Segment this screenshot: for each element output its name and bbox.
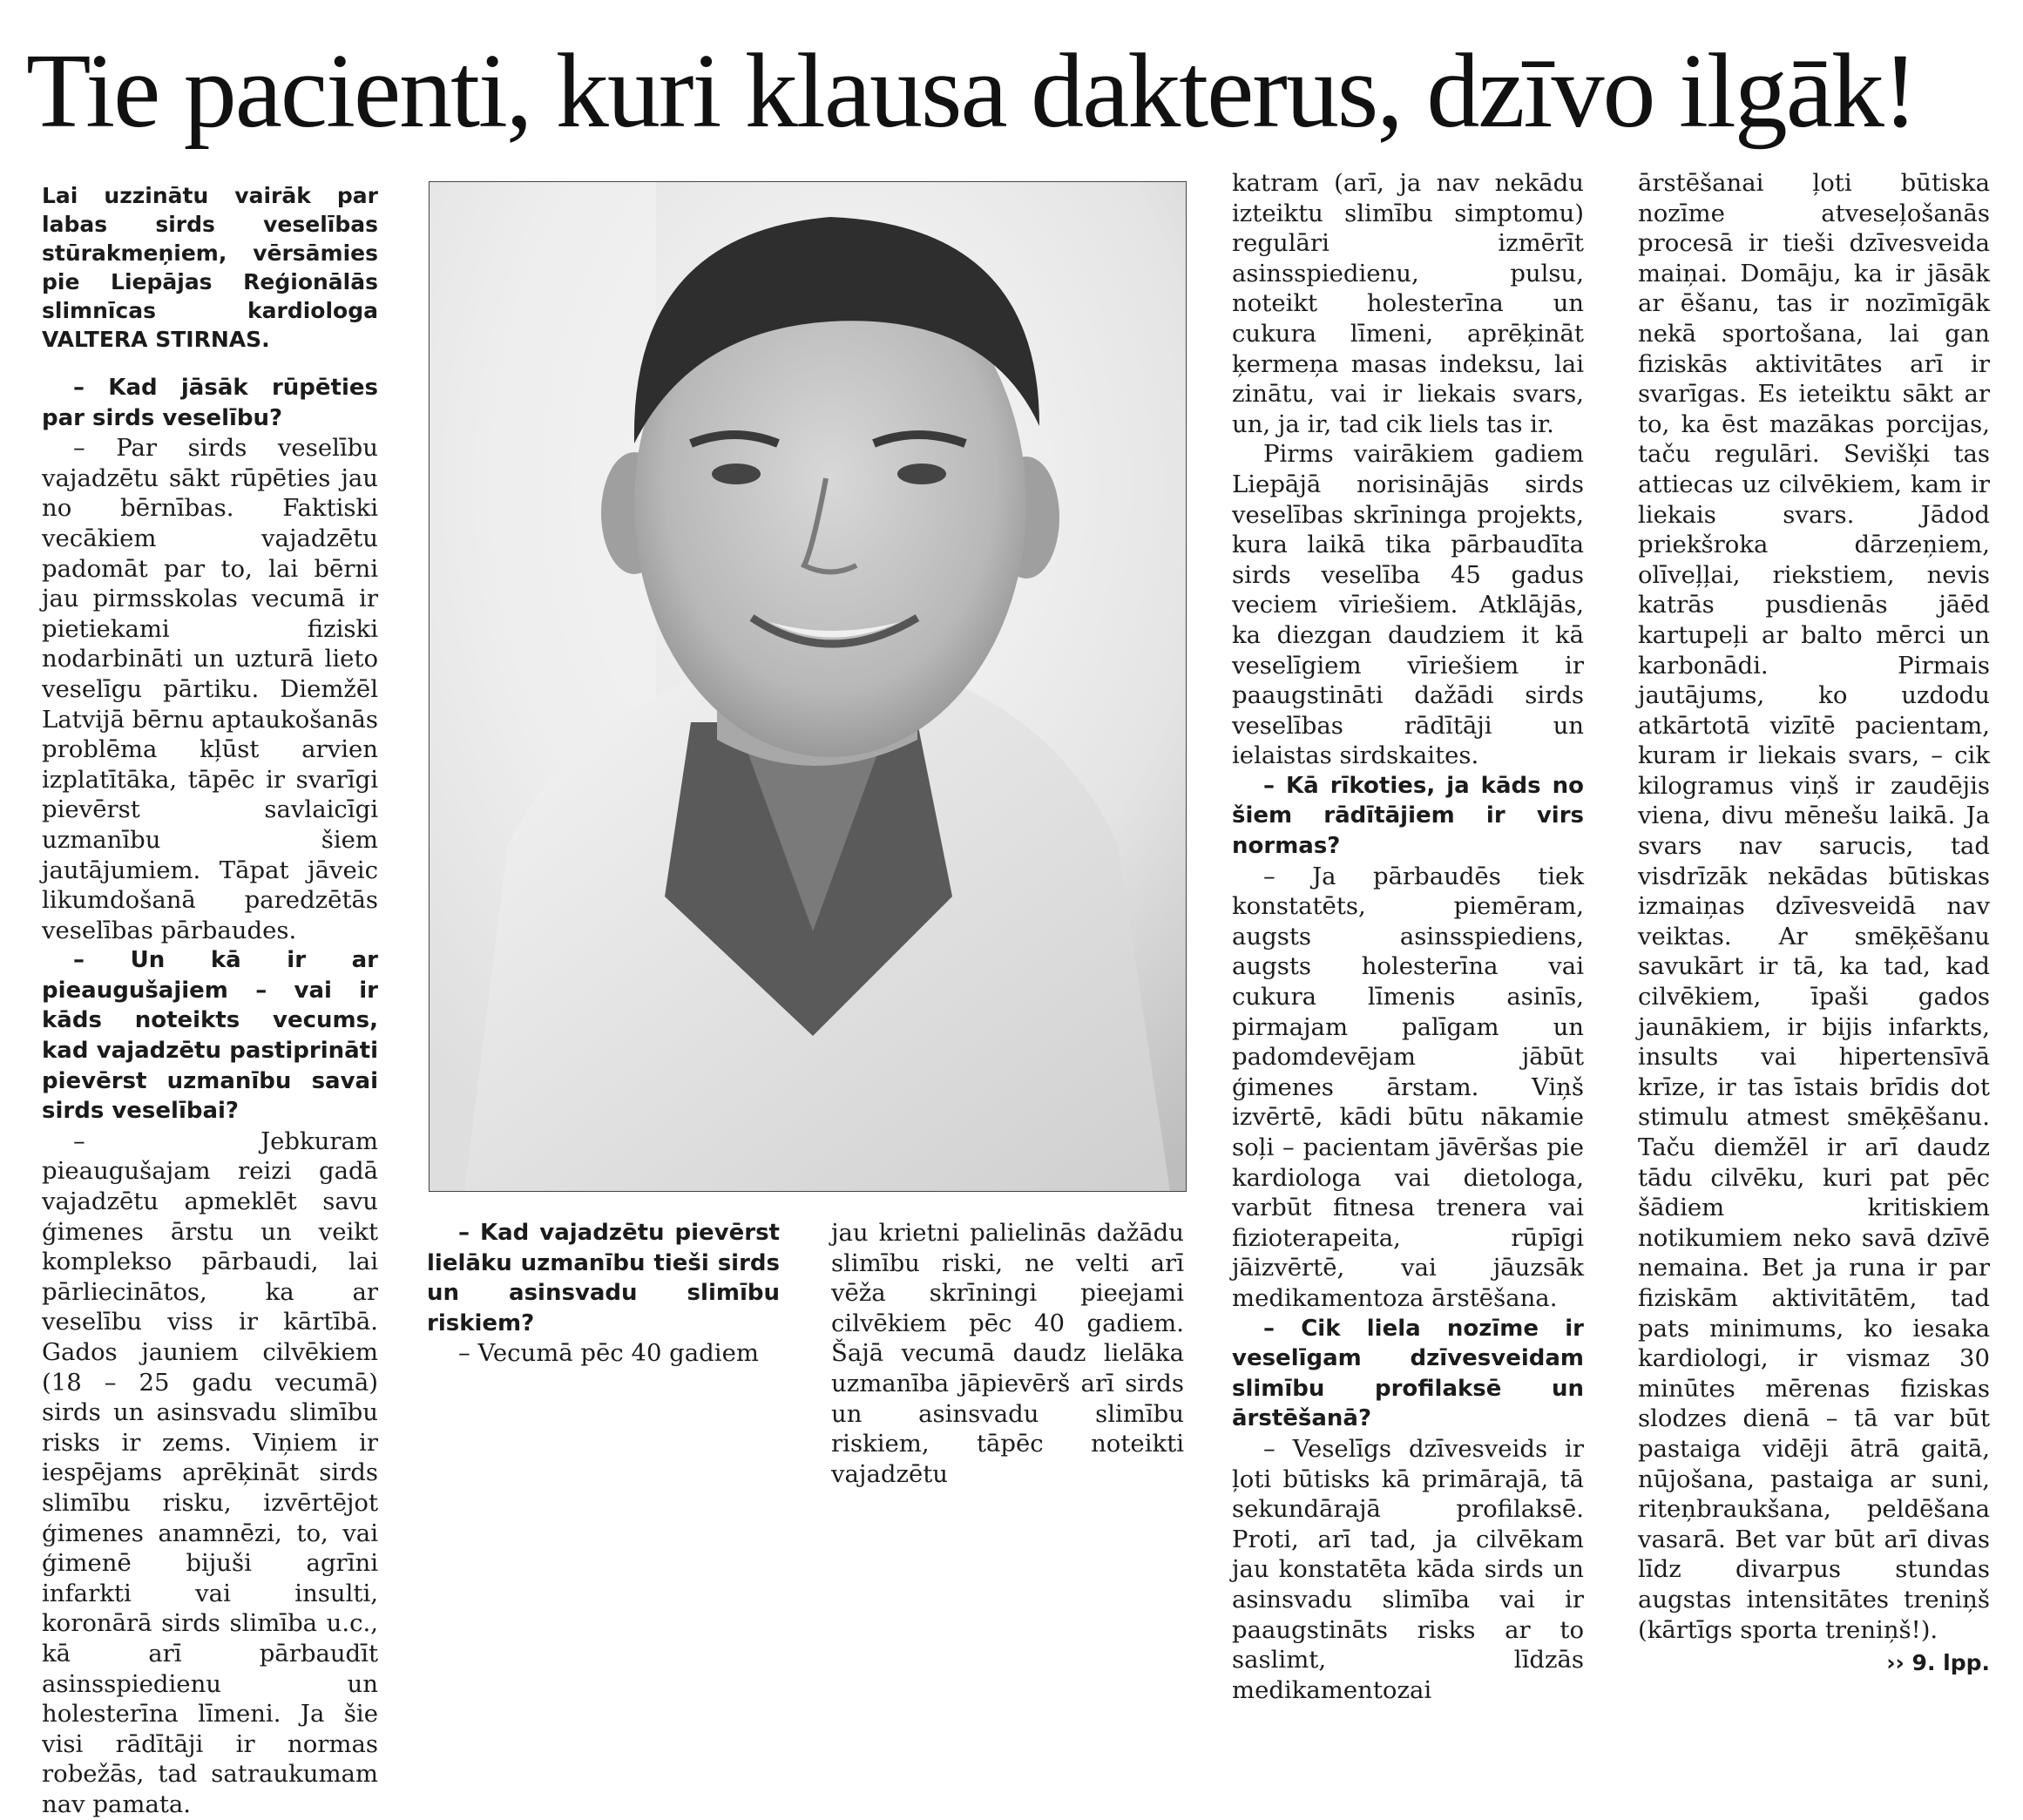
column-3 [831,1218,1184,1489]
answer-3-part-2: jau krietni palielinās dažādu slimību riski, ne velti arī vēža skrīningi pieejami cilvēkiem pēc 40 gadiem. Šajā vecumā daudz lielāka uzmanība jāpievērš arī sirds un asinsvadu slimību riskiem, tāpēc noteikti vajadzētu [831,1219,1184,1488]
answer-3-part-1: – Vecumā pēc 40 gadiem [458,1339,759,1368]
column-2 [427,1218,780,1369]
question-1: – Kad jāsāk rūpēties par sirds veselību? [42,375,378,431]
portrait-illustration [430,182,1186,1191]
doctor-portrait-photo [429,181,1187,1192]
answer-3-paragraph-2: Pirms vairākiem gadiem Liepājā norisinājās sirds veselības skrīninga projekts, kura laikā tika pārbaudīta sirds veselība 45 gadus veciem vīriešiem. Atklājās, ka diezgan daudziem it kā veselīgiem vīriešiem ir paaugstināti dažādi sirds veselības rādītāji un ielaistas sirdskaites. [1232,440,1584,770]
question-5: – Cik liela nozīme ir veselīgam dzīvesveidam slimību profilaksē un ārstēšanā? [1232,1315,1584,1432]
question-3: – Kad vajadzētu pievērst lielāku uzmanību tieši sirds un asinsvadu slimību riskiem? [427,1220,780,1336]
column-5 [1638,168,1990,1679]
column-4 [1232,168,1584,1705]
answer-4: – Ja pārbaudēs tiek konstatēts, piemēram, augsts asinsspiediens, augsts holesterīna vai cukura līmenis asinīs, pirmajam palīgam un padomdevējam jābūt ģimenes ārstam. Viņš izvērtē, kādi būtu nākamie soļi – pacientam jāvēršas pie kardiologa vai dietologa, varbūt fitnesa trenera vai fizioterapeita, rūpīgi jāizvērtē, vai jāuzsāk medikamentoza ārstēšana. [1232,862,1584,1312]
answer-5-part-2: ārstēšanai ļoti būtiska nozīme atveseļošanās procesā ir tieši dzīvesveida maiņai. Domāju, ka ir jāsāk ar ēšanu, tas ir nozīmīgāk nekā sportošana, lai gan fiziskās aktivitātes arī ir svarīgas. Es ieteiktu sākt ar to, ka ēst mazākas porcijas, taču regulāri. Sevišķi tas attiecas uz cilvēkiem, kam ir liekais svars. Jādod priekšroka dārzeņiem, olīveļļai, riekstiem, nevis katrās pusdienās jāēd kartupeļi ar balto mērci un karbonādi. Pirmais jautājums, ko uzdodu atkārtotā vizītē pacientam, kuram ir liekais svars, – cik kilogramus viņš ir zaudējis viena, divu mēnešu laikā. Ja svars nav sarucis, tad visdrīzāk nekādas būtiskas izmaiņas dzīvesveidā nav veiktas. Ar smēķēšanu savukārt ir tā, ka tad, kad cilvēkiem, īpaši gados jaunākiem, ir bijis infarkts, insults vai hipertensīvā krīze, ir tas īstais brīdis dot stimulu atmest smēķēšanu. Taču diemžēl ir arī daudz tādu cilvēku, kuri pat pēc šādiem kritiskiem notikumiem neko savā dzīvē nemaina. Bet ja runa ir par fiziskām aktivitātēm, tad pats minimums, ko iesaka kardiologi, ir vismaz 30 minūtes mērenas fiziskas slodzes dienā – tā var būt pastaiga vidēji ātrā gaitā, nūjošana, pastaiga ar suni, riteņbraukšana, peldēšana vasarā. Bet var būt arī divas līdz divarpus stundas augstas intensitātes treniņš (kārtīgs sporta treniņš!). [1638,169,1990,1644]
headline: Tie pacienti, kuri klausa dakterus, dzīvo ilgāk! [26,32,1917,150]
column-1 [42,181,378,1820]
answer-3-part-3: katram (arī, ja nav nekādu izteiktu slimību simptomu) regulāri izmērīt asinsspiedienu, pulsu, noteikt holesterīna un cukura līmeni, aprēķināt ķermeņa masas indeksu, lai zinātu, vai ir liekais svars, un, ja ir, tad cik liels tas ir. [1232,169,1584,438]
continued-reference: ›› 9. lpp. [1886,1650,1990,1676]
answer-5-part-1: – Veselīgs dzīvesveids ir ļoti būtisks kā primārajā, tā sekundārajā profilaksē. Proti, arī tad, ja cilvēkam jau konstatēta kāda sirds un asinsvadu slimība vai ir paaugstināts risks ar to saslimt, līdzās medikamentozai [1232,1434,1584,1704]
question-4: – Kā rīkoties, ja kāds no šiem rādītājiem ir virs normas? [1232,772,1584,860]
lead-paragraph: Lai uzzinātu vairāk par labas sirds veselības stūrakmeņiem, vērsāmies pie Liepājas Reģionālās slimnīcas kardiologa VALTERA STIRNAS. [42,183,378,352]
answer-1: – Par sirds veselību vajadzētu sākt rūpēties jau no bērnības. Faktiski vecākiem vajadzētu padomāt par to, lai bērni jau pirmsskolas vecumā ir pietiekami fiziski nodarbināti un uzturā lieto veselīgu pārtiku. Diemžēl Latvijā bērnu aptaukošanās problēma kļūst arvien izplatītāka, tāpēc ir svarīgi pievērst savlaicīgi uzmanību šiem jautājumiem. Tāpat jāveic likumdošanā paredzētās veselības pārbaudes. [42,434,378,944]
question-2: – Un kā ir ar pieaugušajiem – vai ir kāds noteikts vecums, kad vajadzētu pastiprināti pievērst uzmanību savai sirds veselībai? [42,947,378,1125]
answer-2-part-1: – Jebkuram pieaugušajam reizi gadā vajadzētu apmeklēt savu ģimenes ārstu un veikt komplekso pārbaudi, lai pārliecinātos, ka ar veselību viss ir kārtībā. Gados jauniem cilvēkiem (18 – 25 gadu vecumā) sirds un asinsvadu slimību risks ir zems. Viņiem ir iespējams aprēķināt sirds slimību risku, izvērtējot ģimenes anamnēzi, to, vai ģimenē bijuši agrīni infarkti vai insulti, koronārā sirds slimība u.c., kā arī pārbaudīt asinsspiedienu un holesterīna līmeni. Ja šie visi rādītāji ir normas robežās, tad satraukumam nav pamata. [42,1127,378,1818]
